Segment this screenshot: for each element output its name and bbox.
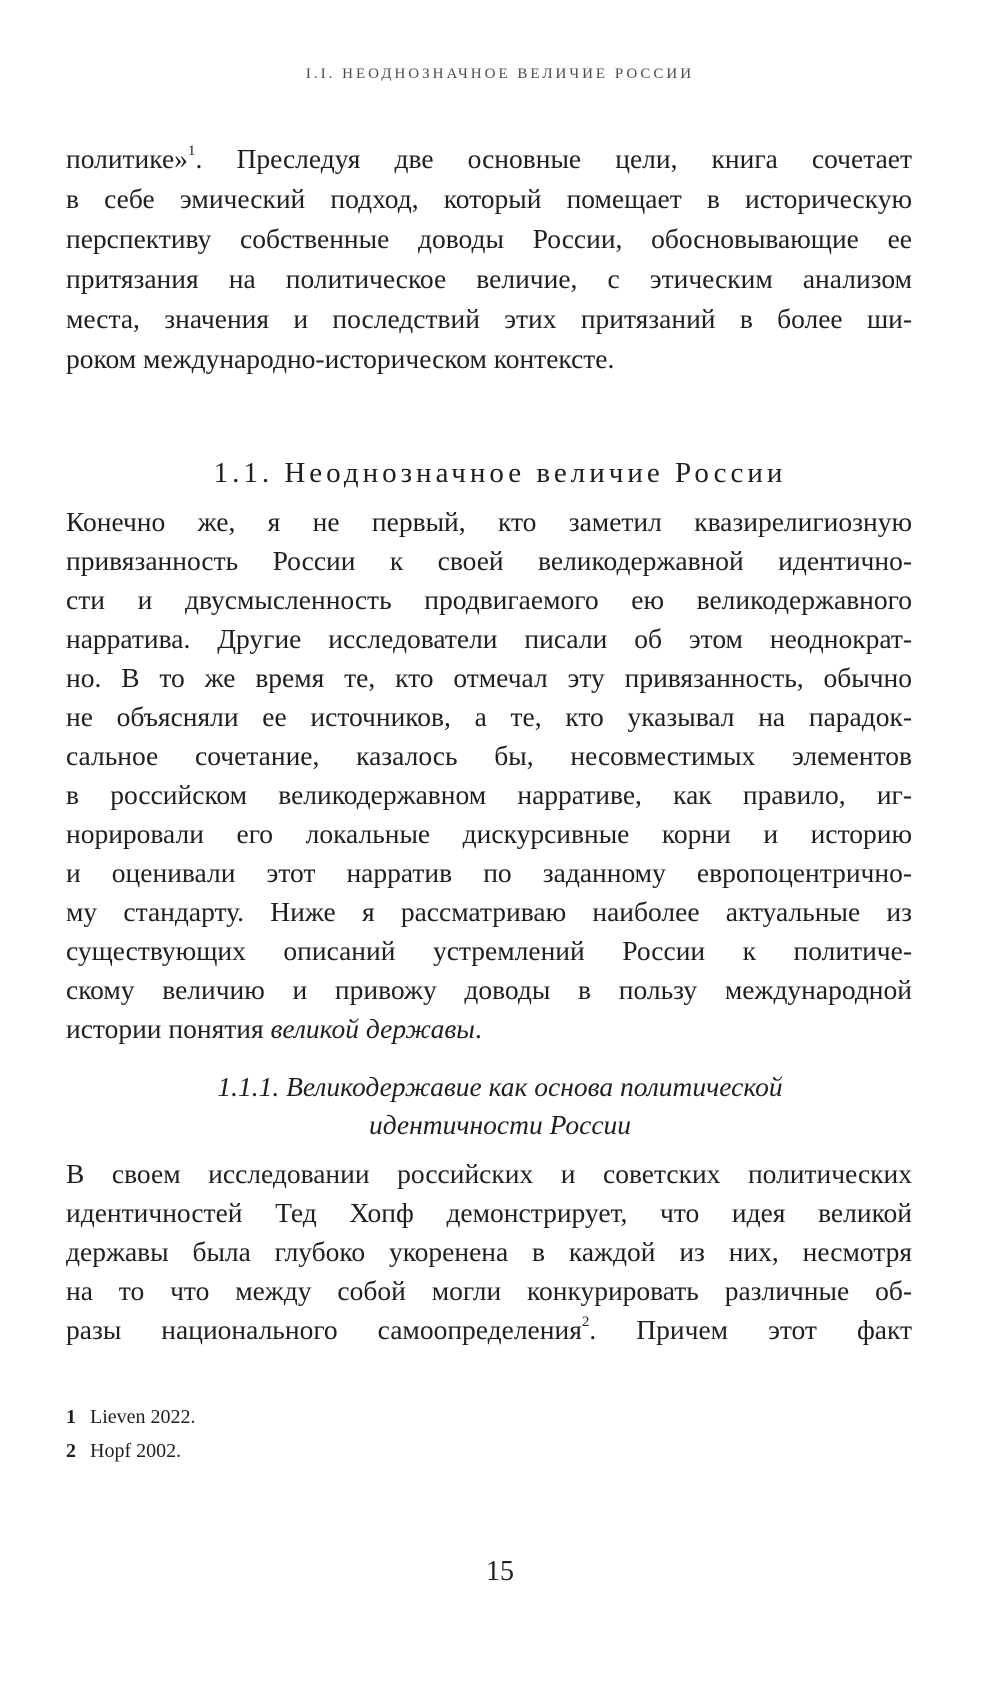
subsection-heading-cont: идентичности России: [368, 1109, 632, 1140]
body-line: державы была глубоко укоренена в каждой из них, несмотря: [66, 1236, 912, 1267]
body-line: сальное сочетание, казалось бы, несовместимых элементов: [66, 740, 912, 771]
body-line: роком международно-историческом контексте.: [66, 343, 615, 374]
body-line: В своем исследовании российских и советских политических: [66, 1158, 912, 1189]
subsection-heading: 1.1.1. Великодержавие как основа политической: [217, 1071, 783, 1102]
footnote: [66, 1404, 196, 1430]
body-line: разы национального самоопределения$^2$. Причем этот факт: [66, 1314, 912, 1345]
emphasis-term: великой державы: [270, 1013, 475, 1044]
footnote-text: Hopf 2002.: [90, 1440, 182, 1462]
body-line: привязанность России к своей великодержавной идентично-: [66, 545, 912, 576]
body-line: перспективу собственные доводы России, обосновывающие ее: [66, 223, 912, 254]
running-head: I.I. НЕОДНОЗНАЧНОЕ ВЕЛИЧИЕ РОССИИ: [305, 66, 695, 82]
body-line: не объясняли ее источников, а те, кто указывал на парадок-: [66, 701, 912, 732]
footnote: [66, 1438, 181, 1464]
body-line: Конечно же, я не первый, кто заметил квазирелигиозную: [66, 506, 912, 537]
section-heading: 1.1. Неоднозначное величие России: [213, 457, 787, 489]
body-line: сти и двусмысленность продвигаемого ею великодержавного: [66, 584, 912, 615]
footnote-text: Lieven 2022.: [90, 1406, 196, 1428]
body-line: му стандарту. Ниже я рассматриваю наиболее актуальные из: [66, 896, 912, 927]
body-line: но. В то же время те, кто отмечал эту привязанность, обычно: [66, 662, 912, 693]
footnote-ref[interactable]: 2: [581, 1314, 590, 1331]
footnote-ref[interactable]: 1: [187, 143, 196, 160]
body-line: идентичностей Тед Хопф демонстрирует, что идея великой: [66, 1197, 912, 1228]
body-line: нарратива. Другие исследователи писали об этом неоднократ-: [66, 623, 912, 654]
body-line: в себе эмический подход, который помещает в историческую: [66, 183, 912, 214]
footnote-number: 1: [66, 1406, 76, 1428]
page-number: 15: [486, 1556, 514, 1587]
body-line: истории понятия великой державы.: [66, 1013, 482, 1044]
body-line: норировали его локальные дискурсивные корни и историю: [66, 818, 912, 849]
footnote-number: 2: [66, 1440, 76, 1462]
body-line: и оценивали этот нарратив по заданному европоцентрично-: [66, 857, 912, 888]
body-line: в российском великодержавном нарративе, как правило, иг-: [66, 779, 912, 810]
body-line: места, значения и последствий этих притязаний в более ши-: [66, 303, 912, 334]
body-line: политике»$^1$. Преследуя две основные цели, книга сочетает: [66, 143, 912, 174]
body-line: скому величию и привожу доводы в пользу международной: [66, 974, 912, 1005]
body-line: существующих описаний устремлений России к политиче-: [66, 935, 912, 966]
body-line: притязания на политическое величие, с этическим анализом: [66, 263, 912, 294]
body-line: на то что между собой могли конкурировать различные об-: [66, 1275, 912, 1306]
